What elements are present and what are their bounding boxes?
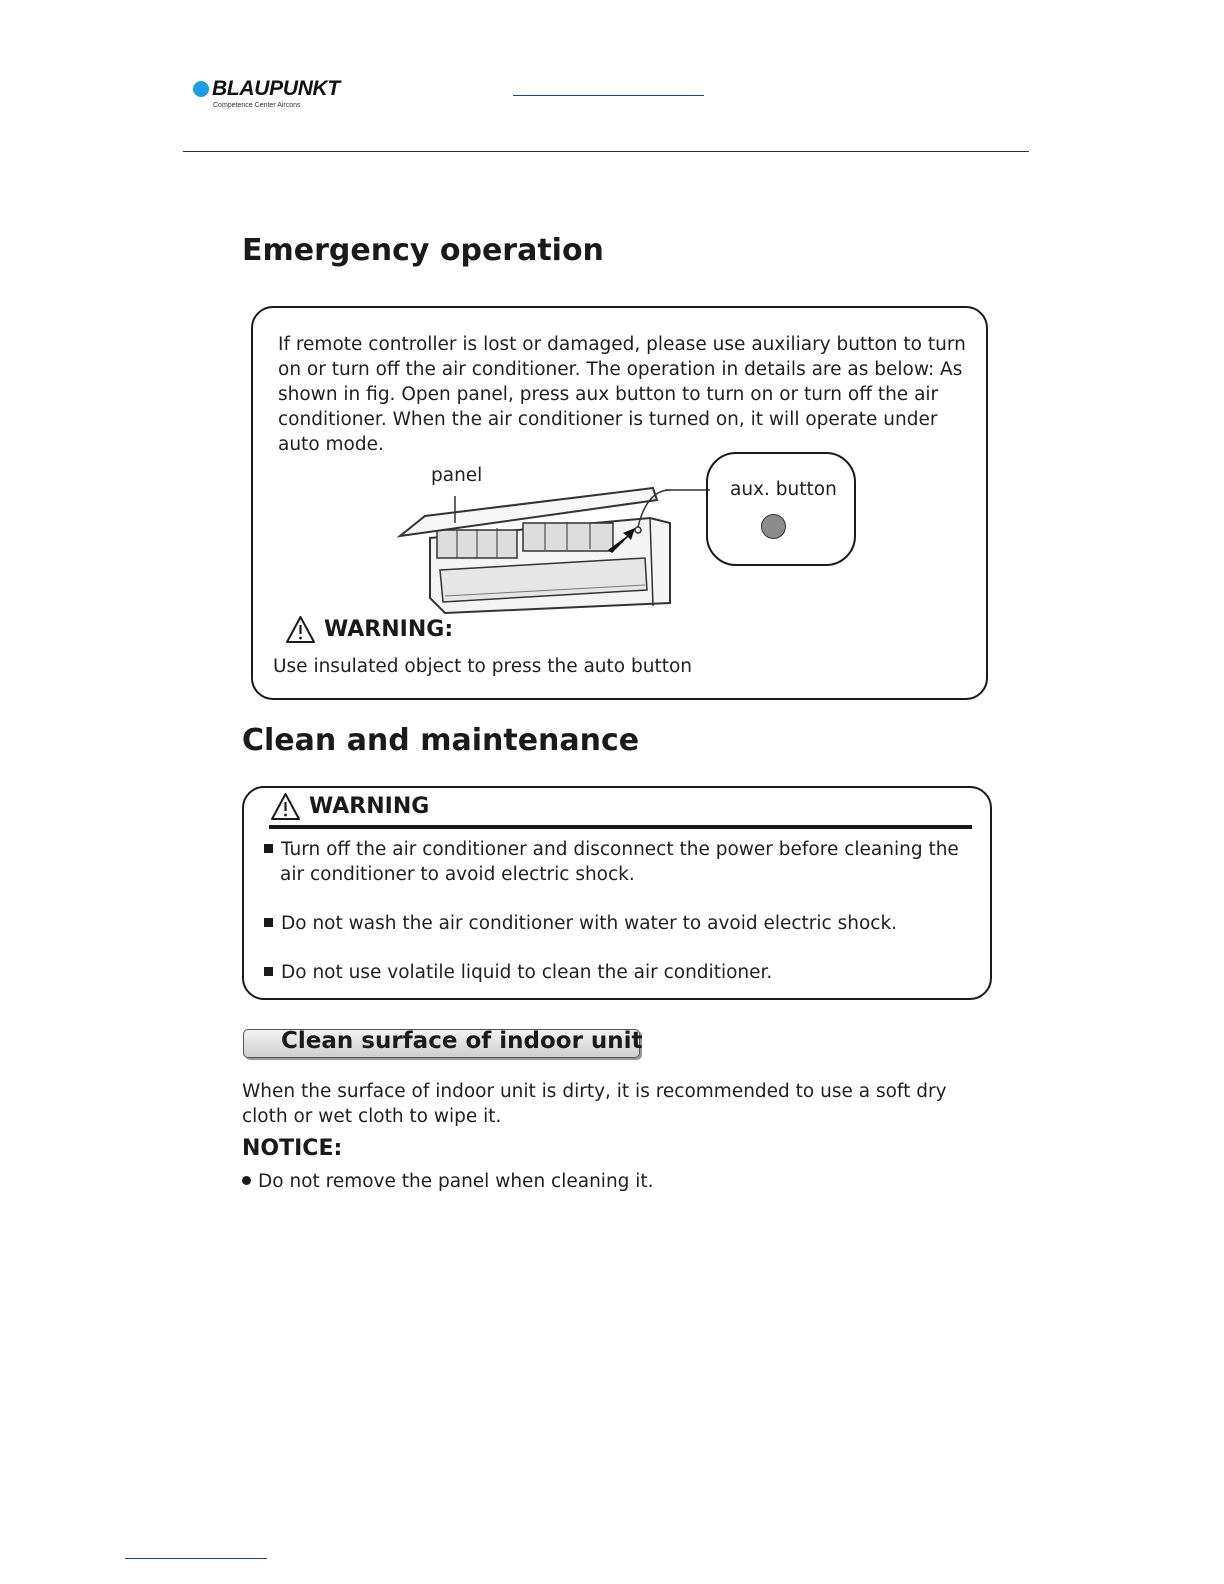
emergency-line-3: shown in fig. Open panel, press aux button to turn on or turn off the air — [278, 384, 939, 405]
emergency-line-1: If remote controller is lost or damaged, please use auxiliary button to turn — [278, 334, 966, 355]
maintenance-item-2-text: Do not wash the air conditioner with water to avoid electric shock. — [281, 913, 898, 934]
brand-tagline: Competence Center Aircons — [213, 102, 301, 109]
header-divider — [183, 151, 1029, 152]
aux-button-icon — [761, 514, 786, 539]
emergency-line-4: conditioner. When the air conditioner is turned on, it will operate under — [278, 409, 938, 430]
header-link-underline[interactable] — [513, 95, 704, 96]
clean-surface-paragraph — [242, 1079, 947, 1129]
square-bullet-icon — [264, 967, 273, 976]
subheading-clean-surface: Clean surface of indoor unit — [281, 1028, 643, 1054]
notice-item-text: Do not remove the panel when cleaning it. — [258, 1171, 654, 1192]
warning-underline — [269, 825, 972, 829]
aux-button-callout — [706, 452, 856, 566]
brand-logo-dot — [193, 81, 209, 97]
panel-label: panel — [431, 465, 483, 486]
maintenance-item-1-line-1: Turn off the air conditioner and disconnect the power before cleaning the — [281, 839, 959, 860]
footer-link-underline[interactable] — [125, 1558, 267, 1559]
round-bullet-icon — [242, 1176, 251, 1185]
brand-logo-text: BLAUPUNKT — [212, 77, 340, 100]
air-conditioner-illustration — [395, 478, 675, 618]
section-title-maintenance: Clean and maintenance — [242, 723, 640, 758]
maintenance-item-1-line-2: air conditioner to avoid electric shock. — [280, 864, 635, 885]
callout-connector — [665, 488, 710, 494]
maintenance-item-3 — [264, 960, 772, 985]
aux-button-label: aux. button — [730, 479, 837, 500]
warning-triangle-icon — [285, 615, 316, 644]
clean-surface-line-2: cloth or wet cloth to wipe it. — [242, 1106, 502, 1127]
square-bullet-icon — [264, 844, 273, 853]
emergency-paragraph — [278, 332, 966, 457]
emergency-line-2: on or turn off the air conditioner. The operation in details are as below: As — [278, 359, 963, 380]
emergency-warning-title — [285, 615, 453, 644]
emergency-line-5: auto mode. — [278, 434, 384, 455]
notice-title: NOTICE: — [242, 1136, 343, 1161]
notice-item — [242, 1169, 654, 1194]
maintenance-item-1 — [264, 837, 959, 887]
clean-surface-line-1: When the surface of indoor unit is dirty, it is recommended to use a soft dry — [242, 1081, 947, 1102]
maintenance-item-2 — [264, 911, 897, 936]
maintenance-item-3-text: Do not use volatile liquid to clean the air conditioner. — [281, 962, 773, 983]
section-title-emergency: Emergency operation — [242, 233, 604, 268]
maintenance-warning-title — [270, 792, 429, 821]
emergency-warning-text: Use insulated object to press the auto button — [273, 656, 693, 677]
emergency-warning-label: WARNING: — [324, 617, 454, 642]
maintenance-warning-label: WARNING — [309, 794, 430, 819]
warning-triangle-icon — [270, 792, 301, 821]
square-bullet-icon — [264, 918, 273, 927]
